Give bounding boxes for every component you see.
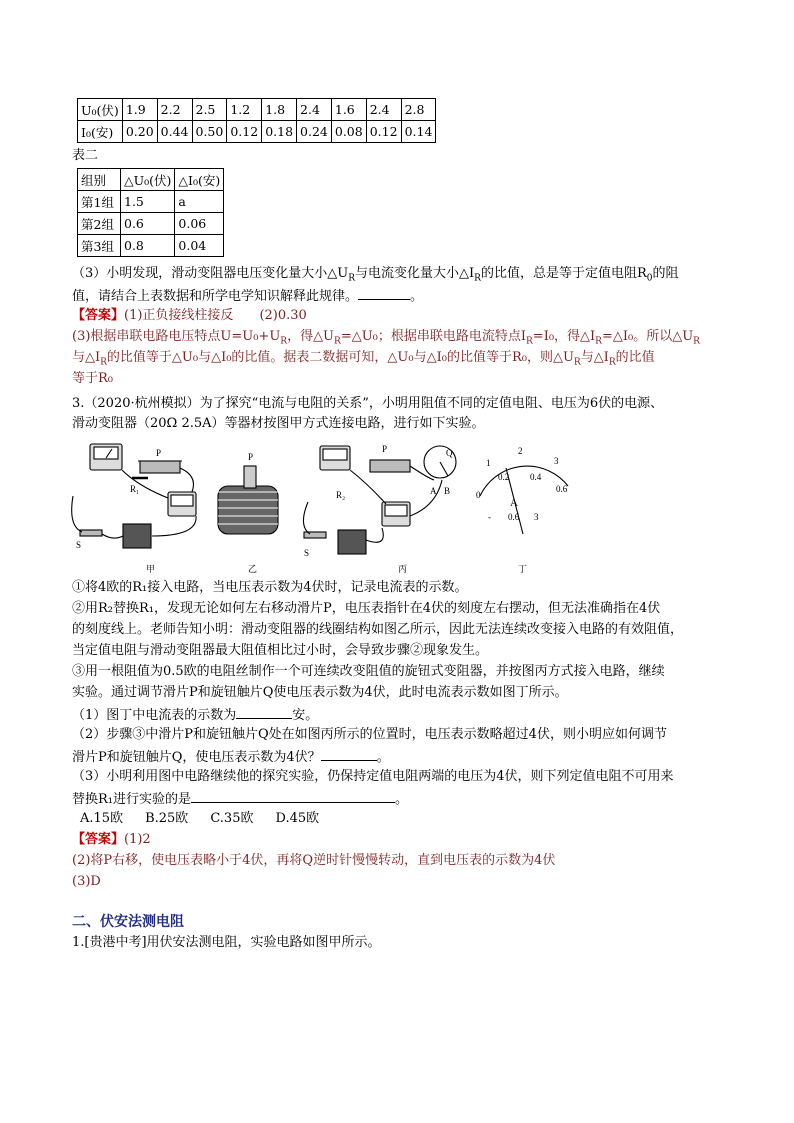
table2-header-cell: 组别 bbox=[78, 169, 121, 191]
table1-cell: 2.8 bbox=[401, 99, 436, 121]
tick-label: 3 bbox=[554, 456, 559, 466]
table1-row-voltage bbox=[78, 99, 436, 121]
table2-cell: 第3组 bbox=[78, 235, 121, 257]
question-3-text: 滑动变阻器（20Ω 2.5A）等器材按图甲方式连接电路，进行如下实验。 bbox=[72, 416, 485, 431]
table2-cell: 第1组 bbox=[78, 191, 121, 213]
question-text: 值，请结合上表数据和所学电学知识解释此规律。 。 bbox=[72, 285, 423, 307]
sub-question-2: 滑片P和旋钮触片Q，使电压表示数为4伏？ 。 bbox=[72, 746, 390, 768]
label-p: P bbox=[156, 448, 162, 458]
answer-3: (2)将P右移，使电压表略小于4伏，再将Q逆时针慢慢转动，直到电压表的示数为4伏 bbox=[72, 853, 556, 868]
table1-cell: 1.6 bbox=[331, 99, 366, 121]
circuit-figures bbox=[68, 436, 588, 576]
table1-cell: 1.9 bbox=[122, 99, 157, 121]
label-a: A bbox=[430, 486, 437, 496]
table1-cell: 0.18 bbox=[262, 121, 297, 143]
table1-cell: 0.50 bbox=[192, 121, 227, 143]
data-table-2 bbox=[77, 168, 224, 257]
answer-block: 【答案】(1)正负接线柱接反 (2)0.30 bbox=[72, 308, 307, 323]
table1-cell: 0.12 bbox=[227, 121, 262, 143]
table2-cell: a bbox=[175, 191, 224, 213]
step-1: ①将4欧的R₁接入电路，当电压表示数为4伏时，记录电流表的示数。 bbox=[72, 580, 468, 595]
table1-cell: 0.08 bbox=[331, 121, 366, 143]
table2-header-cell: △I₀(安) bbox=[175, 169, 224, 191]
answer-3: 【答案】(1)2 bbox=[72, 832, 151, 847]
table2-header-cell: △U₀(伏) bbox=[121, 169, 175, 191]
label-s2: S bbox=[304, 548, 310, 558]
table1-cell: 2.5 bbox=[192, 99, 227, 121]
figure-label-yi: 乙 bbox=[248, 564, 258, 574]
label-r1: R₁ bbox=[130, 484, 140, 494]
terminal-label: - bbox=[488, 512, 491, 522]
label-b: B bbox=[444, 486, 451, 496]
step-2: ②用R₂替换R₁，发现无论如何左右移动滑片P，电压表指针在4伏的刻度左右摆动，但无法准确指在4伏 bbox=[72, 601, 661, 616]
sub-question-1: （1）图丁中电流表的示数为 安。 bbox=[72, 704, 318, 726]
table1-cell: 1.8 bbox=[262, 99, 297, 121]
tick-label: 2 bbox=[518, 446, 523, 456]
figure-ding-ammeter bbox=[480, 466, 568, 534]
tick-label: 0 bbox=[476, 490, 481, 500]
table2-cell: 第2组 bbox=[78, 213, 121, 235]
label-q: Q bbox=[446, 448, 453, 458]
figure-jia bbox=[72, 444, 196, 548]
sub-question-3: （3）小明利用图中电路继续他的探究实验，仍保持定值电阻两端的电压为4伏，则下列定值电阻不可用来 bbox=[72, 769, 674, 784]
terminal-label: 0.6 bbox=[508, 512, 520, 522]
step-2: 当定值电阻与滑动变阻器最大阻值相比过小时，会导致步骤②现象发生。 bbox=[72, 643, 489, 658]
table2-row bbox=[78, 213, 224, 235]
table2-caption: 表二 bbox=[72, 148, 99, 163]
data-table-1 bbox=[77, 98, 436, 143]
table1-cell: 2.4 bbox=[297, 99, 332, 121]
answer-block: 与$\triangle I_R$的比值等于△U₀与△I₀的比值。据表二数据可知，△U₀与△I₀的比值等于R₀，则$\triangle U_R$与$\triangle I_R$的比值 bbox=[72, 350, 655, 368]
table2-cell: 0.04 bbox=[175, 235, 224, 257]
label-p2: P bbox=[248, 452, 254, 462]
sub-question-3: 替换R₁进行实验的是 。 bbox=[72, 788, 408, 810]
table1-cell: 2.4 bbox=[366, 99, 401, 121]
tick-label: 0.4 bbox=[530, 472, 542, 482]
table1-row-current bbox=[78, 121, 436, 143]
table1-cell: 2.2 bbox=[157, 99, 192, 121]
question-1-text: 1.[贵港中考]用伏安法测电阻，实验电路如图甲所示。 bbox=[72, 935, 381, 950]
figure-bing bbox=[303, 446, 456, 554]
figure-label-bing: 丙 bbox=[398, 564, 408, 574]
table1-cell: I₀(安) bbox=[78, 121, 123, 143]
answer-block: (3)根据串联电路电压特点$U=U_0+U_R$，得$\triangle U_R=\triangle U_0$；根据串联电路电流特点$I_R=I_0$，得$\triangle I_R=\triangle I_0$。所以$\triangle U_R$ bbox=[72, 329, 700, 347]
table1-cell: 0.12 bbox=[366, 121, 401, 143]
tick-label: 1 bbox=[486, 458, 491, 468]
step-2: 的刻度线上。老师告知小明：滑动变阻器的线圈结构如图乙所示，因此无法连续改变接入电路的有效阻值， bbox=[72, 622, 684, 637]
terminal-label: 3 bbox=[534, 512, 539, 522]
tick-label: 0.6 bbox=[556, 484, 568, 494]
step-3: 实验。通过调节滑片P和旋钮触片Q使电压表示数为4伏，此时电流表示数如图丁所示。 bbox=[72, 685, 568, 700]
sub-question-2: （2）步骤③中滑片P和旋钮触片Q处在如图丙所示的位置时，电压表示数略超过4伏，则小明应如何调节 bbox=[72, 727, 667, 742]
table2-cell: 0.8 bbox=[121, 235, 175, 257]
table2-row bbox=[78, 191, 224, 213]
answer-3: (3)D bbox=[72, 874, 101, 889]
table2-row bbox=[78, 235, 224, 257]
table2-cell: 0.6 bbox=[121, 213, 175, 235]
table1-cell: 0.44 bbox=[157, 121, 192, 143]
label-p3: P bbox=[382, 444, 388, 454]
table1-cell: 0.24 bbox=[297, 121, 332, 143]
question-3-text: 3.（2020·杭州模拟）为了探究“电流与电阻的关系”，小明用阻值不同的定值电阻、电压为6伏的电源、 bbox=[72, 396, 664, 411]
question-text: （3）小明发现，滑动变阻器电压变化量大小$\triangle U_R$与电流变化量大小$\triangle I_R$的比值，总是等于定值电阻$R_0$的阻 bbox=[72, 266, 679, 284]
figure-yi bbox=[218, 466, 278, 534]
label-r2: R₂ bbox=[336, 490, 346, 500]
figure-label-ding: 丁 bbox=[518, 564, 528, 574]
label-s: S bbox=[76, 540, 82, 550]
meter-unit: A bbox=[510, 497, 518, 509]
table1-cell: 1.2 bbox=[227, 99, 262, 121]
section-heading: 二、伏安法测电阻 bbox=[72, 914, 184, 930]
table2-header bbox=[78, 169, 224, 191]
figure-label-jia: 甲 bbox=[146, 564, 156, 574]
table1-cell: 0.14 bbox=[401, 121, 436, 143]
table2-cell: 1.5 bbox=[121, 191, 175, 213]
options: A.15欧 B.25欧 C.35欧 D.45欧 bbox=[80, 811, 320, 826]
table1-cell: U₀(伏) bbox=[78, 99, 123, 121]
step-3: ③用一根阻值为0.5欧的电阻丝制作一个可连续改变阻值的旋钮式变阻器，并按图丙方式接入电路，继续 bbox=[72, 664, 665, 679]
answer-block: 等于R₀ bbox=[72, 371, 113, 386]
table1-cell: 0.20 bbox=[122, 121, 157, 143]
table2-cell: 0.06 bbox=[175, 213, 224, 235]
tick-label: 0.2 bbox=[498, 472, 510, 482]
